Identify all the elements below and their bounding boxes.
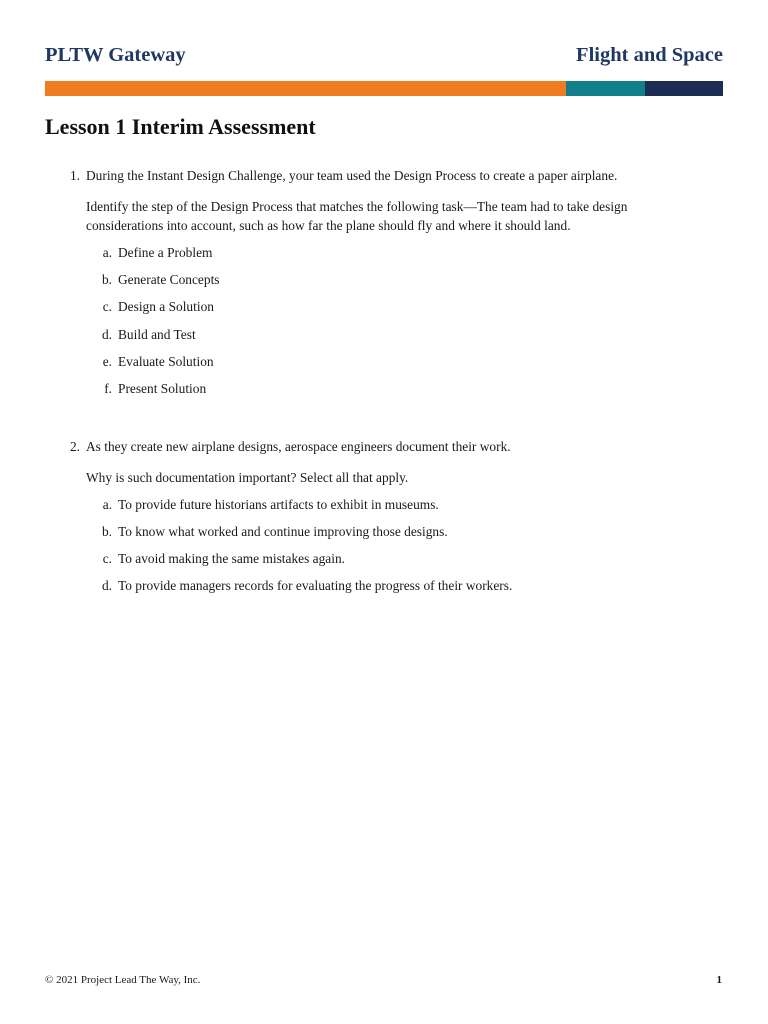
option-letter: b.: [101, 524, 112, 539]
option-letter: b.: [101, 272, 112, 287]
program-title: PLTW Gateway: [45, 44, 186, 66]
option-text: Evaluate Solution: [118, 354, 214, 369]
question-instruction-line: considerations into account, such as how far the plane should fly and where it should land.: [86, 218, 571, 233]
option-letter: c.: [102, 551, 112, 566]
copyright-notice: © 2021 Project Lead The Way, Inc.: [45, 974, 201, 986]
option-letter: a.: [102, 245, 112, 260]
option-text: Generate Concepts: [118, 272, 220, 287]
option-text: Design a Solution: [118, 299, 214, 314]
option-text: To provide future historians artifacts to exhibit in museums.: [118, 497, 439, 512]
page-number: 1: [716, 974, 722, 986]
color-bar-teal: [566, 81, 645, 96]
option-letter: d.: [101, 327, 112, 342]
color-bar-orange: [45, 81, 566, 96]
lesson-title: Lesson 1 Interim Assessment: [45, 114, 316, 139]
question-number: 2.: [69, 439, 80, 454]
question-prompt: During the Instant Design Challenge, your team used the Design Process to create a paper airplane.: [86, 168, 618, 183]
option-text: To avoid making the same mistakes again.: [118, 551, 346, 566]
option-text: To provide managers records for evaluating the progress of their workers.: [118, 578, 513, 593]
option-letter: f.: [104, 381, 112, 396]
option-text: To know what worked and continue improving those designs.: [118, 524, 448, 539]
option-letter: d.: [101, 578, 112, 593]
question-instruction-line: Identify the step of the Design Process that matches the following task—The team had to take design: [86, 199, 628, 214]
color-bar-navy: [645, 81, 723, 96]
question-number: 1.: [69, 168, 80, 183]
option-letter: a.: [102, 497, 112, 512]
header-color-bar: [45, 81, 723, 96]
option-letter: e.: [102, 354, 112, 369]
question-prompt: As they create new airplane designs, aerospace engineers document their work.: [86, 439, 511, 454]
option-text: Present Solution: [118, 381, 207, 396]
question-instruction-line: Why is such documentation important? Select all that apply.: [86, 470, 409, 485]
option-text: Build and Test: [118, 327, 196, 342]
option-letter: c.: [102, 299, 112, 314]
course-title: Flight and Space: [576, 44, 723, 66]
option-text: Define a Problem: [118, 245, 213, 260]
